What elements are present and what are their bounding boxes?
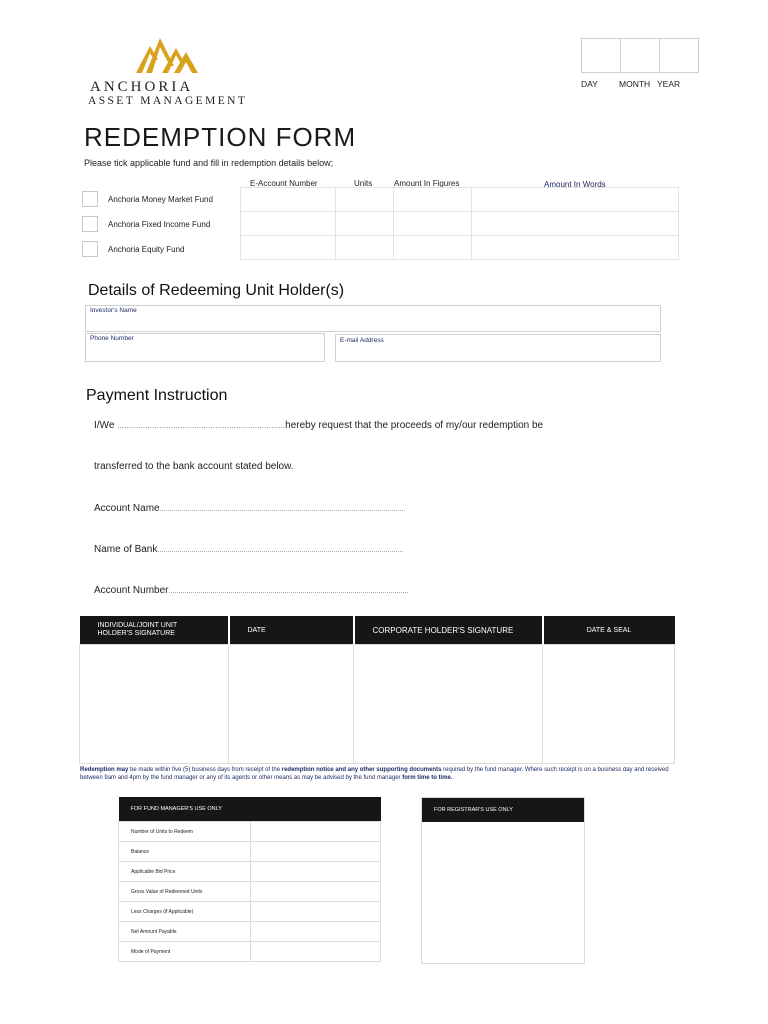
name-dots[interactable]: ……………………………………………………………… bbox=[117, 423, 286, 430]
individual-signature-header: INDIVIDUAL/JOINT UNIT HOLDER'S SIGNATURE bbox=[80, 616, 229, 645]
row-value[interactable] bbox=[251, 902, 381, 922]
fund-manager-heading: FOR FUND MANAGER'S USE ONLY bbox=[119, 797, 381, 822]
payment-heading: Payment Instruction bbox=[86, 387, 228, 404]
col-amount-figures: Amount In Figures bbox=[394, 179, 460, 188]
e-account-cell[interactable] bbox=[241, 236, 336, 260]
table-row bbox=[119, 862, 381, 882]
redemption-note bbox=[80, 766, 680, 782]
amount-figures-cell[interactable] bbox=[394, 236, 472, 260]
table-row bbox=[119, 882, 381, 902]
fund-checkbox[interactable] bbox=[82, 216, 98, 232]
row-label: Less Charges (if Applicable) bbox=[119, 902, 251, 922]
investor-name-field[interactable] bbox=[85, 305, 661, 332]
table-row bbox=[241, 212, 679, 236]
brand-name: ANCHORIA bbox=[90, 79, 194, 95]
col-e-account: E-Account Number bbox=[250, 179, 318, 188]
row-label: Applicable Bid Price bbox=[119, 862, 251, 882]
e-account-cell[interactable] bbox=[241, 212, 336, 236]
note-bold-2: redemption notice and any other supporting documents bbox=[281, 767, 442, 773]
payment-transfer-line: transferred to the bank account stated below. bbox=[94, 461, 294, 472]
investor-name-label: Investor's Name bbox=[90, 307, 137, 314]
table-row bbox=[241, 236, 679, 260]
month-field[interactable] bbox=[621, 39, 660, 72]
brand-tagline: ASSET MANAGEMENT bbox=[88, 95, 248, 107]
note-bold-1: Redemption may bbox=[80, 767, 129, 773]
row-label: Balance bbox=[119, 842, 251, 862]
fund-option[interactable] bbox=[82, 241, 185, 257]
amount-figures-cell[interactable] bbox=[394, 188, 472, 212]
date-cell[interactable] bbox=[229, 645, 354, 764]
table-row bbox=[241, 188, 679, 212]
row-value[interactable] bbox=[251, 822, 381, 842]
account-name-label: Account Name bbox=[94, 503, 160, 514]
row-value[interactable] bbox=[251, 922, 381, 942]
account-number-line bbox=[94, 585, 408, 596]
registrar-box[interactable] bbox=[421, 797, 585, 964]
table-row bbox=[119, 902, 381, 922]
fund-label: Anchoria Money Market Fund bbox=[108, 194, 213, 204]
table-row bbox=[119, 842, 381, 862]
phone-field[interactable] bbox=[85, 333, 325, 362]
day-label: DAY bbox=[581, 79, 598, 89]
e-account-cell[interactable] bbox=[241, 188, 336, 212]
fund-checkbox[interactable] bbox=[82, 241, 98, 257]
table-row bbox=[119, 942, 381, 962]
units-cell[interactable] bbox=[336, 236, 394, 260]
fund-manager-table bbox=[118, 797, 381, 962]
row-label: Net Amount Payable bbox=[119, 922, 251, 942]
corporate-signature-cell[interactable] bbox=[354, 645, 543, 764]
note-bold-3: form time to time. bbox=[402, 775, 453, 781]
amount-figures-cell[interactable] bbox=[394, 212, 472, 236]
phone-label: Phone Number bbox=[90, 335, 134, 342]
month-label: MONTH bbox=[619, 79, 651, 89]
fund-option[interactable] bbox=[82, 191, 213, 207]
year-label: YEAR bbox=[657, 79, 681, 89]
email-field[interactable] bbox=[335, 334, 661, 362]
registrar-heading: FOR REGISTRAR'S USE ONLY bbox=[422, 798, 584, 822]
table-row bbox=[119, 922, 381, 942]
table-row bbox=[119, 822, 381, 842]
amount-words-cell[interactable] bbox=[472, 236, 679, 260]
row-value[interactable] bbox=[251, 942, 381, 962]
signature-row bbox=[80, 645, 675, 764]
holder-heading: Details of Redeeming Unit Holder(s) bbox=[88, 282, 345, 299]
payment-suffix: hereby request that the proceeds of my/our redemption be bbox=[285, 420, 544, 431]
row-label: Mode of Payment bbox=[119, 942, 251, 962]
units-cell[interactable] bbox=[336, 212, 394, 236]
col-amount-words: Amount In Words bbox=[544, 180, 606, 189]
note-text-2: required by the fund manager. Where such receipt is on a business day and received between 9am and 4pm by the fund manager or any of its agents or other means as may be advised by the fund manager bbox=[80, 767, 669, 781]
amount-words-cell[interactable] bbox=[472, 188, 679, 212]
date-header: DATE bbox=[229, 616, 354, 645]
bank-name-line bbox=[94, 544, 403, 555]
account-name-line bbox=[94, 503, 406, 514]
amount-words-cell[interactable] bbox=[472, 212, 679, 236]
email-label: E-mail Address bbox=[340, 337, 384, 344]
individual-signature-cell[interactable] bbox=[80, 645, 229, 764]
signature-header-row bbox=[80, 616, 675, 645]
note-text-1: be made within five (5) business days from receipt of the bbox=[128, 767, 282, 773]
fund-details-grid bbox=[240, 187, 679, 260]
fund-option[interactable] bbox=[82, 216, 210, 232]
units-cell[interactable] bbox=[336, 188, 394, 212]
col-units: Units bbox=[354, 179, 373, 188]
account-number-dots[interactable]: ………………………………………………………………………………………………………… bbox=[168, 589, 409, 595]
payment-request-line bbox=[94, 420, 543, 431]
form-instruction: Please tick applicable fund and fill in redemption details below; bbox=[84, 158, 334, 168]
year-field[interactable] bbox=[660, 39, 698, 72]
row-value[interactable] bbox=[251, 862, 381, 882]
bank-name-dots[interactable]: …………………………………………………………………………………………………………… bbox=[157, 548, 404, 554]
date-seal-header: DATE & SEAL bbox=[543, 616, 675, 645]
fund-manager-header-row bbox=[119, 797, 381, 822]
form-title: REDEMPTION FORM bbox=[84, 122, 357, 152]
date-seal-cell[interactable] bbox=[543, 645, 675, 764]
fund-checkbox[interactable] bbox=[82, 191, 98, 207]
anchoria-logo-icon bbox=[136, 36, 198, 74]
date-box[interactable] bbox=[581, 38, 699, 73]
fund-label: Anchoria Fixed Income Fund bbox=[108, 219, 211, 229]
payment-prefix: I/We bbox=[94, 420, 115, 431]
row-value[interactable] bbox=[251, 882, 381, 902]
signature-table bbox=[79, 616, 675, 764]
fund-label: Anchoria Equity Fund bbox=[108, 244, 185, 254]
day-field[interactable] bbox=[582, 39, 621, 72]
bank-name-label: Name of Bank bbox=[94, 544, 158, 555]
row-label: Number of Units to Redeem bbox=[119, 822, 251, 842]
row-value[interactable] bbox=[251, 842, 381, 862]
account-name-dots[interactable]: …………………………………………………………………………………………………………… bbox=[159, 507, 406, 513]
account-number-label: Account Number bbox=[94, 585, 169, 596]
corporate-signature-header: CORPORATE HOLDER'S SIGNATURE bbox=[354, 616, 543, 645]
row-label: Gross Value of Redeemed Units bbox=[119, 882, 251, 902]
